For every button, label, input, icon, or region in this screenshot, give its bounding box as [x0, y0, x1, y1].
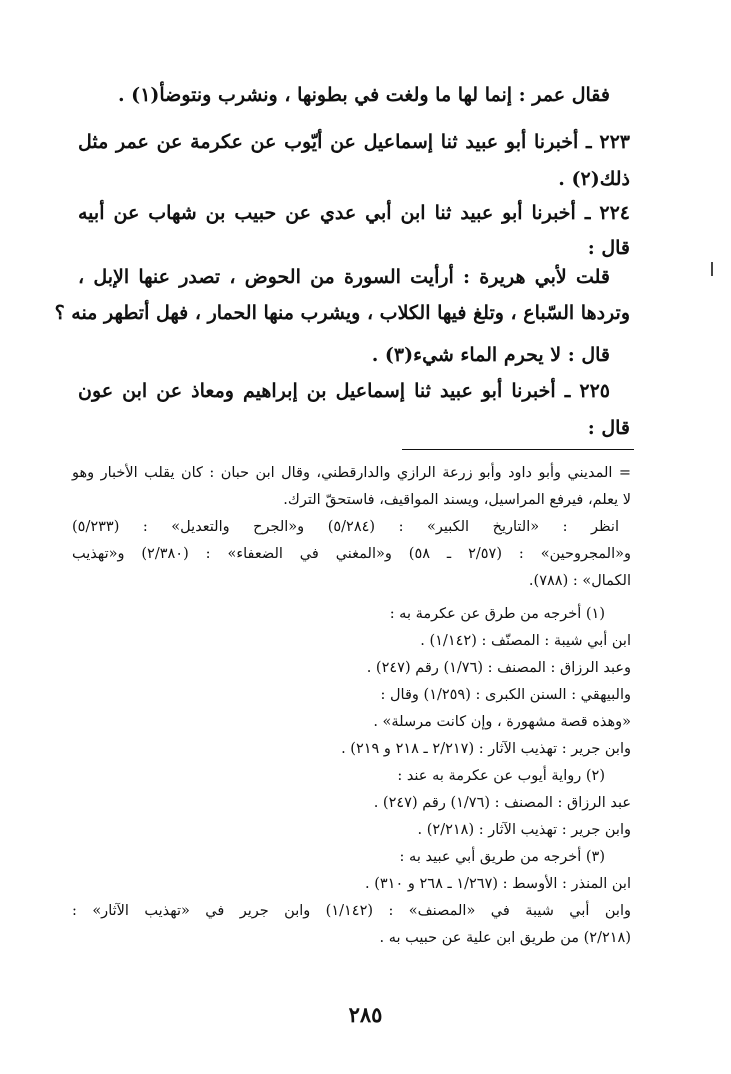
footnote-line: وابن أبي شيبة في «المصنف» : (١/١٤٢) وابن جرير في «تهذيب الآثار» :	[72, 903, 631, 919]
main-line: قال :	[587, 417, 630, 439]
scan-mark	[711, 262, 713, 276]
footnote-line: «وهذه قصة مشهورة ، وإن كانت مرسلة» .	[373, 714, 631, 730]
footnote-line: انظر : «التاريخ الكبير» : (٥/٢٨٤) و«الجرح والتعديل» : (٥/٢٣٣)	[72, 519, 619, 535]
footnote-line: (١) أخرجه من طرق عن عكرمة به :	[389, 606, 605, 622]
footnote-line: (٢) رواية أيوب عن عكرمة به عند :	[397, 768, 605, 784]
footnote-line: = المديني وأبو داود وأبو زرعة الرازي والدارقطني، وقال ابن حبان : كان يقلب الأخبار وهو	[72, 465, 631, 481]
main-line: ٢٢٥ ـ أخبرنا أبو عبيد ثنا إسماعيل بن إبراهيم ومعاذ عن ابن عون	[78, 380, 610, 402]
footnote-line: وابن جرير : تهذيب الآثار : (٢/٢١٨) .	[417, 822, 631, 838]
footnote-line: والبيهقي : السنن الكبرى : (١/٢٥٩) وقال :	[380, 687, 631, 703]
main-line: فقال عمر : إنما لها ما ولغت في بطونها ، ونشرب ونتوضأ(١) .	[117, 84, 610, 106]
main-line: قلت لأبي هريرة : أرأيت السورة من الحوض ، تصدر عنها الإبل ،	[78, 266, 610, 288]
footnote-separator	[402, 449, 634, 450]
footnote-line: و«المجروحين» : (٢/٥٧ ـ ٥٨) و«المغني في الضعفاء» : (٢/٣٨٠) و«تهذيب	[72, 546, 632, 562]
main-line: ذلك(٢) .	[558, 168, 630, 190]
footnote-line: لا يعلم، فيرفع المراسيل، ويسند المواقيف، فاستحقّ الترك.	[283, 492, 631, 508]
footnote-line: عبد الرزاق : المصنف : (١/٧٦) رقم (٢٤٧) .	[373, 795, 631, 811]
page-number: ٢٨٥	[348, 1002, 383, 1027]
footnote-line: الكمال» : (٧٨٨).	[528, 573, 631, 589]
footnote-line: ابن المنذر : الأوسط : (١/٢٦٧ ـ ٢٦٨ و ٣١٠) .	[365, 876, 631, 892]
main-line: قال :	[587, 237, 630, 259]
footnote-line: وعبد الرزاق : المصنف : (١/٧٦) رقم (٢٤٧) .	[366, 660, 631, 676]
main-line: ٢٢٤ ـ أخبرنا أبو عبيد ثنا ابن أبي عدي عن حبيب بن شهاب عن أبيه	[78, 202, 630, 224]
footnote-line: (٣) أخرجه من طريق أبي عبيد به :	[399, 849, 605, 865]
footnote-line: وابن جرير : تهذيب الآثار : (٢/٢١٧ ـ ٢١٨ و ٢١٩) .	[341, 741, 631, 757]
footnote-line: (٢/٢١٨) من طريق ابن علية عن حبيب به .	[379, 930, 631, 946]
main-line: ٢٢٣ ـ أخبرنا أبو عبيد ثنا إسماعيل عن أيّوب عن عكرمة عن عمر مثل	[78, 131, 630, 153]
footnote-line: ابن أبي شيبة : المصنّف : (١/١٤٢) .	[420, 633, 631, 649]
main-line: قال : لا يحرم الماء شيء(٣) .	[371, 344, 610, 366]
main-line: وتردها السّباع ، وتلغ فيها الكلاب ، ويشرب منها الحمار ، فهل أتطهر منه ؟	[54, 302, 630, 324]
